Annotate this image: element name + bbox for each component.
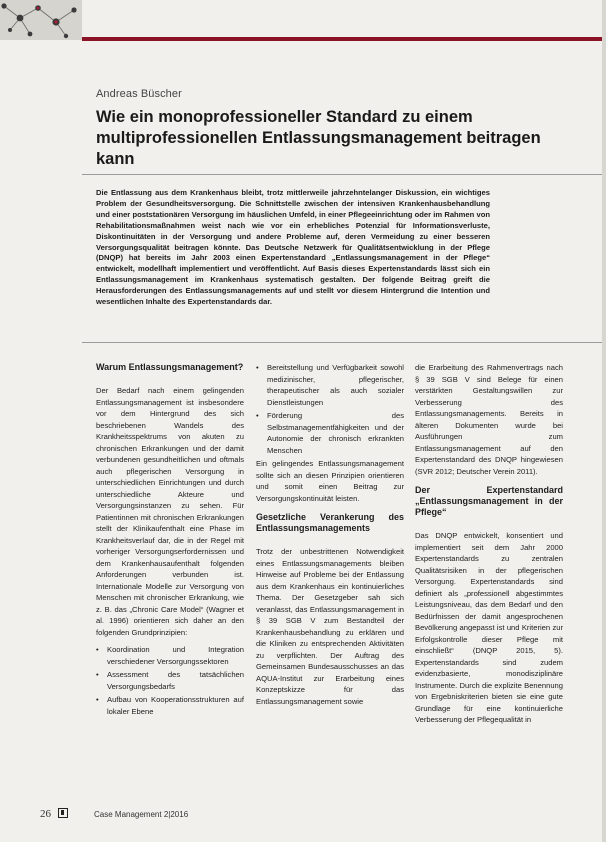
lead-paragraph: Die Entlassung aus dem Krankenhaus bleibt, trotz mittlerweile jahrzehntelanger Diskussion, ein wichtiges Problem der Gesundheitsversorgung. Die Schnittstelle zwischen der intensiven Krankenhausbehandlung und einer poststationären Versorgung im häuslichen Umfeld, in einer Pflegeeinrichtung oder im Rahmen von Rehabilitationsmaßnahmen weist nach wie vor ein erhebliches Potenzial für Informationsverluste, Diskontinuitäten in der Versorgung und andere Probleme auf, deren Vermeidung zu einer besseren Versorgungsqualität beitragen könnte. Das Deutsche Netzwerk für Qualitätsentwicklung in der Pflege (DNQP) hat bereits im Jahr 2003 einen Expertenstandard „Entlassungsmanagement in der Pflege“ entwickelt, modellhaft implementiert und veröffentlicht. Auf Basis dieses Expertenstandards lässt sich ein Entlassungsmanagement im Krankenhaus systematisch gestalten. Der folgende Beitrag greift die Herausforderungen des Entlassungsmanagements auf und stellt vor diesem Hintergrund die Intention und wesentlichen Inhalte des Expertenstandards dar. bbox=[96, 188, 490, 307]
section-heading-warum: Warum Entlassungsmanagement? bbox=[96, 362, 244, 372]
body-paragraph: Ein gelingendes Entlassungsmanagement sollte sich an diesen Prinzipien orientieren und somit einen Beitrag zur Versorgungskontinuität leisten. bbox=[256, 459, 404, 503]
list-item: • Assessment des tatsächlichen Versorgungsbedarfs bbox=[96, 670, 244, 691]
publisher-logo-icon bbox=[58, 808, 68, 818]
molecule-header-graphic bbox=[0, 0, 82, 40]
list-item: • Koordination und Integration verschiedener Versorgungssektoren bbox=[96, 645, 244, 666]
list-item: • Förderung des Selbstmanagementfähigkeiten und der Autonomie der chronisch erkrankten Menschen bbox=[256, 411, 404, 455]
article-title: Wie ein monoprofessioneller Standard zu einem multiprofessionellen Entlassungsmanagement beitragen kann bbox=[96, 108, 541, 168]
bullet-icon: • bbox=[96, 645, 99, 654]
body-divider bbox=[82, 342, 602, 343]
header-accent-rule bbox=[82, 37, 602, 41]
principles-list-continued bbox=[256, 362, 404, 456]
author-name: Andreas Büscher bbox=[96, 88, 182, 100]
bullet-icon: • bbox=[96, 695, 99, 704]
body-paragraph: die Erarbeitung des Rahmenvertrags nach § 39 SGB V sind Belege für einen verstärkten Gestaltungswillen zur Verbesserung des Entlassungsmanagements. Bereits in älteren Dokumenten wurde bei Ausführungen zum Entlassungsmanagement auf den Expertenstandard des DNQP hingewiesen (SVR 2012; Deutscher Verein 2011). bbox=[415, 363, 563, 476]
page-edge bbox=[602, 0, 606, 842]
section-heading-expertenstandard: Der Expertenstandard „Entlassungsmanagement in der Pflege“ bbox=[415, 485, 563, 517]
list-item: • Aufbau von Kooperationsstrukturen auf lokaler Ebene bbox=[96, 695, 244, 716]
body-paragraph: Trotz der unbestrittenen Notwendigkeit eines Entlassungsmanagements bleiben Hinweise auf Probleme bei der Entlassung aus dem Krankenhaus ein kontinuierliches Thema. Der Gesetzgeber sah sich veranlasst, das Entlassungsmanagement in § 39 SGB V zum Bestandteil der Krankenhausbehandlung zu erklären und die Kliniken zu entsprechenden Aktivitäten zu verpflichten. Der Auftrag des Gemeinsamen Bundesausschusses an das AQUA-Institut zur Erarbeitung eines Konzeptskizze für das Entlassungsmanagement sowie bbox=[256, 547, 404, 706]
body-column-3 bbox=[415, 362, 563, 732]
page-number: 26 bbox=[40, 808, 51, 820]
bullet-icon: • bbox=[256, 411, 259, 420]
principles-list bbox=[96, 644, 244, 717]
section-heading-gesetzliche-verankerung: Gesetzliche Verankerung des Entlassungsmanagements bbox=[256, 512, 404, 533]
title-divider bbox=[82, 174, 602, 175]
body-paragraph: Das DNQP entwickelt, konsentiert und implementiert seit dem Jahr 2000 Expertenstandards zu zentralen Qualitätsrisiken in der pflegerischen Versorgung. Expertenstandards sind definiert als „professionell abgestimmtes Leistungsniveau, das dem Bedarf und den Bedürfnissen der damit angesprochenen Bevölkerung angepasst ist und Kriterien zur Erfolgskontrolle dieser Pflege mit einschließt“ (DNQP 2015, 5). Expertenstandards sind zudem evidenzbasierte, monodisziplinäre Instrumente. Durch die explizite Benennung von Ergebniskriterien bieten sie eine gute Grundlage für eine kontinuierliche Verbesserung der Pflegequalität in bbox=[415, 531, 563, 724]
body-column-1 bbox=[96, 362, 244, 719]
body-paragraph: Der Bedarf nach einem gelingenden Entlassungsmanagement ist insbesondere vor dem Hintergrund des sich beschriebenen Wandels des Krankheitsspektrums von akuten zu chronischen Erkrankungen und der damit verbundenen gesundheitlichen und oftmals auch pflegerischen Versorgung in unterschiedlichen Einrichtungen und durch unterschiedliche Akteure und Versorgungsinstanzen zu sehen. Für Patientinnen mit chronischen Erkrankungen stellt der Klinikaufenthalt eine Phase im Krankheitsverlauf dar, die in der Regel mit vorheriger Versorgungserfordernissen und dem Krankenhausaufenthalt folgenden Anforderungen verbunden ist. Internationale Modelle zur Versorgung von Menschen mit chronischer Erkrankung, wie z. B. das „Chronic Care Model“ (Wagner et al. 1996) orientieren sich daher an den folgenden Grundprinzipien: bbox=[96, 386, 244, 637]
bullet-icon: • bbox=[256, 363, 259, 372]
body-column-2 bbox=[256, 362, 404, 713]
journal-name: Case Management 2|2016 bbox=[94, 810, 189, 819]
bullet-icon: • bbox=[96, 670, 99, 679]
list-item: • Bereitstellung und Verfügbarkeit sowohl medizinischer, pflegerischer, therapeutischer als auch sozialer Dienstleistungen bbox=[256, 363, 404, 407]
page-footer bbox=[40, 808, 560, 822]
